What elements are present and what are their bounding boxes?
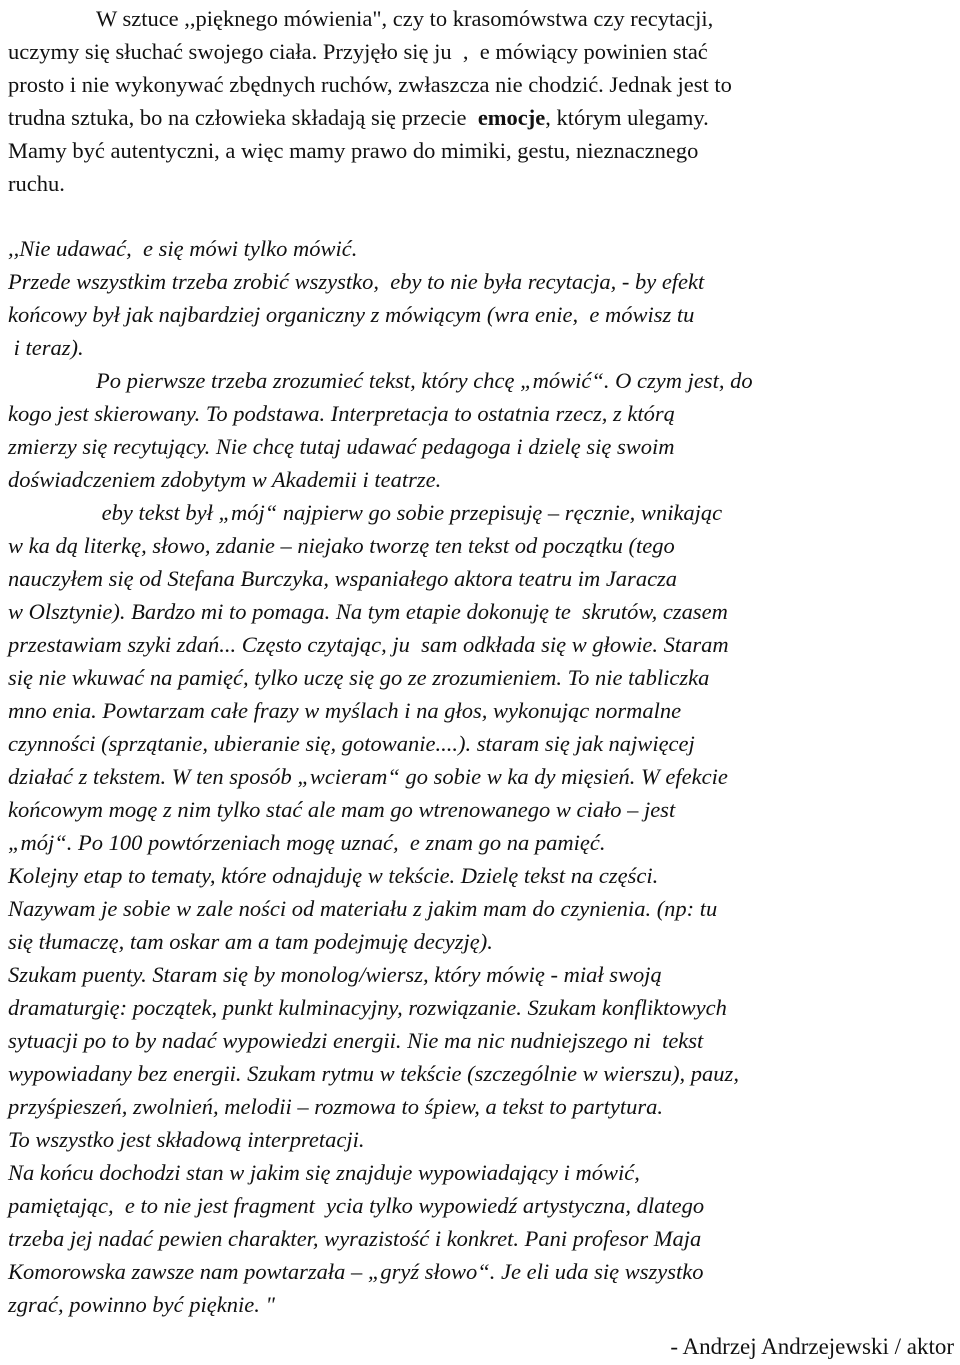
italic-line-23: działać z tekstem. W ten sposób „wcieram“ go sobie w ka dy mięsień. W efekcie: [8, 764, 728, 789]
italic-line-38: Komorowska zawsze nam powtarzała – „gryź słowo“. Je eli uda się wszystko: [8, 1259, 704, 1284]
italic-line-14: doświadczeniem zdobytym w Akademii i teatrze.: [8, 467, 442, 492]
italic-line-11: Po pierwsze trzeba zrozumieć tekst, który chcę „mówić“. O czym jest, do: [96, 368, 753, 393]
quote-heading: ,,Nie udawać, e się mówi tylko mówić.: [8, 236, 358, 261]
italic-line-20: się nie wkuwać na pamięć, tylko uczę się go ze zrozumieniem. To nie tabliczka: [8, 665, 710, 690]
italic-line-30: dramaturgię: początek, punkt kulminacyjny, rozwiązanie. Szukam konfliktowych: [8, 995, 727, 1020]
italic-line-35: Na końcu dochodzi stan w jakim się znajduje wypowiadający i mówić,: [8, 1160, 640, 1185]
italic-line-36: pamiętając, e to nie jest fragment ycia tylko wypowiedź artystyczna, dlatego: [8, 1193, 705, 1218]
paragraph-line-2: uczymy się słuchać swojego ciała. Przyjęło się ju , e mówiący powinien stać: [8, 39, 708, 64]
italic-line-29: Szukam puenty. Staram się by monolog/wiersz, który mówię - miał swoją: [8, 962, 662, 987]
italic-line-17: nauczyłem się od Stefana Burczyka, wspaniałego aktora teatru im Jaracza: [8, 566, 678, 591]
author-signature: - Andrzej Andrzejewski / aktor: [670, 1334, 954, 1359]
paragraph-line-3: prosto i nie wykonywać zbędnych ruchów, zwłaszcza nie chodzić. Jednak jest to: [8, 72, 732, 97]
italic-line-34: To wszystko jest składową interpretacji.: [8, 1127, 365, 1152]
italic-line-31: sytuacji po to by nadać wypowiedzi energii. Nie ma nic nudniejszego ni tekst: [8, 1028, 704, 1053]
italic-line-26: Kolejny etap to tematy, które odnajduję w tekście. Dzielę tekst na części.: [8, 863, 659, 888]
italic-line-18: w Olsztynie). Bardzo mi to pomaga. Na tym etapie dokonuję te skrutów, czasem: [8, 599, 728, 624]
italic-line-19: przestawiam szyki zdań... Często czytając, ju sam odkłada się w głowie. Staram: [8, 632, 729, 657]
emphasis-emocje: emocje: [477, 105, 546, 130]
paragraph-line-4: [8, 101, 709, 134]
italic-line-39: zgrać, powinno być pięknie. ": [8, 1292, 275, 1317]
line-4-end: , którym ulegamy.: [545, 105, 709, 130]
paragraph-line-1: W sztuce ,,pięknego mówienia", czy to krasomówstwa czy recytacji,: [96, 6, 714, 31]
italic-line-12: kogo jest skierowany. To podstawa. Interpretacja to ostatnia rzecz, z którą: [8, 401, 675, 426]
italic-line-21: mno enia. Powtarzam całe frazy w myślach i na głos, wykonując normalne: [8, 698, 682, 723]
italic-line-25: „mój“. Po 100 powtórzeniach mogę uznać, e znam go na pamięć.: [8, 830, 606, 855]
italic-line-9: końcowy był jak najbardziej organiczny z mówiącym (wra enie, e mówisz tu: [8, 302, 695, 327]
italic-line-32: wypowiadany bez energii. Szukam rytmu w tekście (szczególnie w wierszu), pauz,: [8, 1061, 739, 1086]
italic-line-10: i teraz).: [8, 335, 84, 360]
italic-line-13: zmierzy się recytujący. Nie chcę tutaj udawać pedagoga i dzielę się swoim: [8, 434, 675, 459]
paragraph-line-6: ruchu.: [8, 171, 65, 196]
italic-line-15: eby tekst był „mój“ najpierw go sobie przepisuję – ręcznie, wnikając: [96, 500, 723, 525]
italic-line-8: Przede wszystkim trzeba zrobić wszystko, eby to nie była recytacja, - by efekt: [8, 269, 705, 294]
line-4-start: trudna sztuka, bo na człowieka składają się przecie: [8, 105, 478, 130]
italic-line-37: trzeba jej nadać pewien charakter, wyrazistość i konkret. Pani profesor Maja: [8, 1226, 702, 1251]
italic-line-33: przyśpieszeń, zwolnień, melodii – rozmowa to śpiew, a tekst to partytura.: [8, 1094, 663, 1119]
italic-line-27: Nazywam je sobie w zale ności od materiału z jakim mam do czynienia. (np: tu: [8, 896, 718, 921]
italic-line-24: końcowym mogę z nim tylko stać ale mam go wtrenowanego w ciało – jest: [8, 797, 676, 822]
italic-line-22: czynności (sprzątanie, ubieranie się, gotowanie....). staram się jak najwięcej: [8, 731, 695, 756]
italic-line-16: w ka dą literkę, słowo, zdanie – niejako tworzę ten tekst od początku (tego: [8, 533, 675, 558]
paragraph-line-5: Mamy być autentyczni, a więc mamy prawo do mimiki, gestu, nieznacznego: [8, 138, 699, 163]
italic-line-28: się tłumaczę, tam oskar am a tam podejmuję decyzję).: [8, 929, 493, 954]
